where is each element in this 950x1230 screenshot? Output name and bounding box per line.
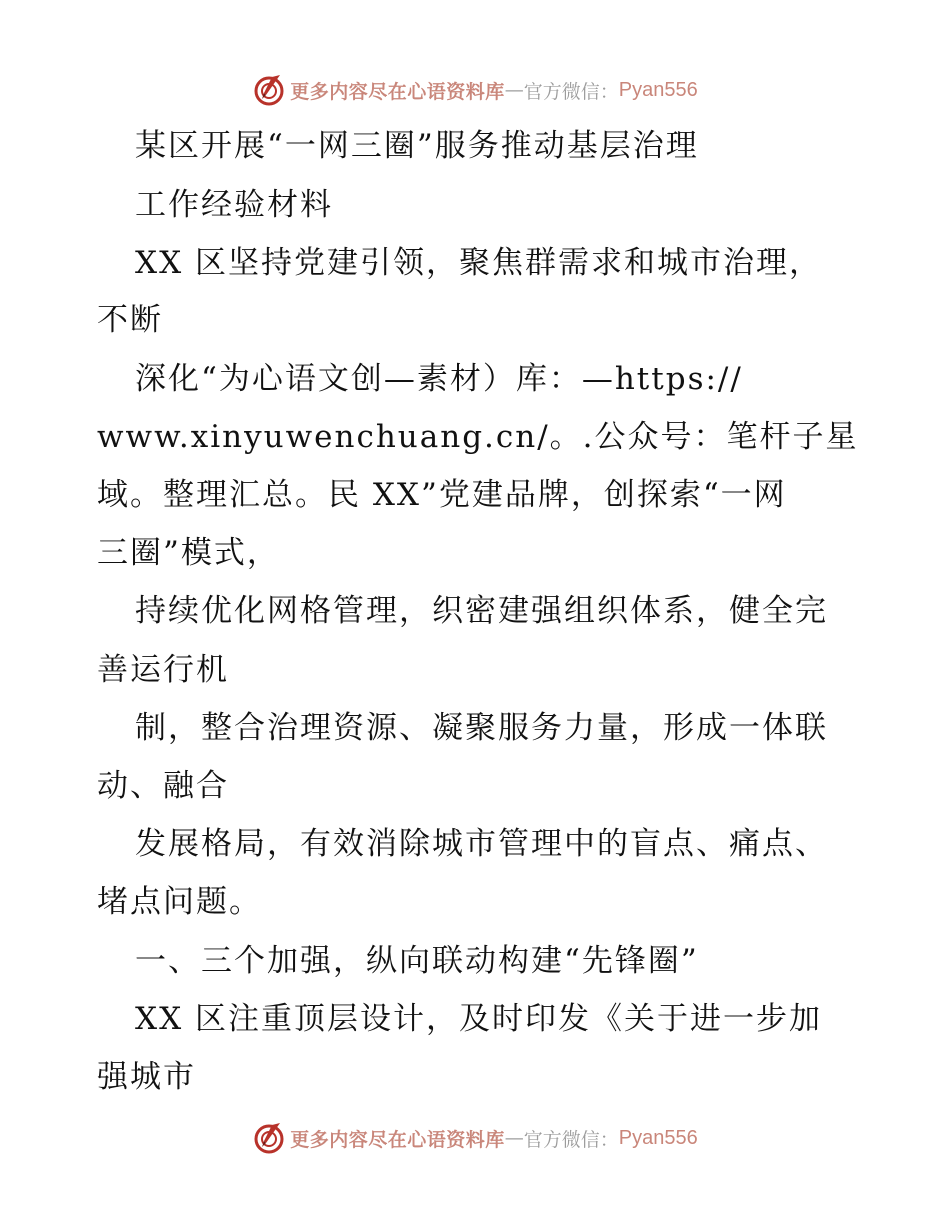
paragraph-line: 发展格局，有效消除城市管理中的盲点、痛点、 — [135, 826, 828, 862]
paragraph-line: 深化“为心语文创—素材）库：—https:// — [135, 361, 743, 397]
banner-separator: — — [504, 79, 524, 101]
paragraph-line: 三圈”模式， — [97, 535, 280, 571]
banner-separator: — — [504, 1127, 524, 1149]
section-heading: 一、三个加强，纵向联动构建“先锋圈” — [135, 943, 699, 979]
banner-wechat-label: 官方微信： — [523, 80, 619, 103]
paragraph-line: 制，整合治理资源、凝聚服务力量，形成一体联 — [135, 710, 828, 746]
paragraph-line: 强城市 — [97, 1059, 196, 1095]
quill-logo-icon — [252, 1121, 286, 1155]
doc-title-line-1: 某区开展“一网三圈”服务推动基层治理 — [135, 128, 699, 164]
paragraph-line: 善运行机 — [97, 652, 229, 688]
paragraph-line: XX 区坚持党建引领，聚焦群需求和城市治理， — [135, 245, 822, 281]
paragraph-line: www.xinyuwenchuang.cn/。.公众号：笔杆子星 — [97, 419, 859, 455]
paragraph-line: 持续优化网格管理，织密建强组织体系，健全完 — [135, 593, 828, 629]
banner-wechat-id: Pyan556 — [618, 1126, 698, 1149]
paragraph-line: XX 区注重顶层设计，及时印发《关于进一步加 — [135, 1001, 822, 1037]
footer-watermark-banner — [0, 1118, 950, 1158]
paragraph-line: 不断 — [97, 302, 163, 338]
banner-text: 更多内容尽在心语资料库 — [290, 1128, 505, 1151]
banner-text: 更多内容尽在心语资料库 — [290, 80, 505, 103]
paragraph-line: 动、融合 — [97, 768, 229, 804]
banner-wechat-id: Pyan556 — [618, 78, 698, 101]
paragraph-line: 堵点问题。 — [97, 884, 262, 920]
doc-title-line-2: 工作经验材料 — [135, 187, 333, 223]
paragraph-line: 域。整理汇总。民 XX”党建品牌，创探索“一网 — [97, 477, 787, 513]
banner-wechat-label: 官方微信： — [523, 1128, 619, 1151]
